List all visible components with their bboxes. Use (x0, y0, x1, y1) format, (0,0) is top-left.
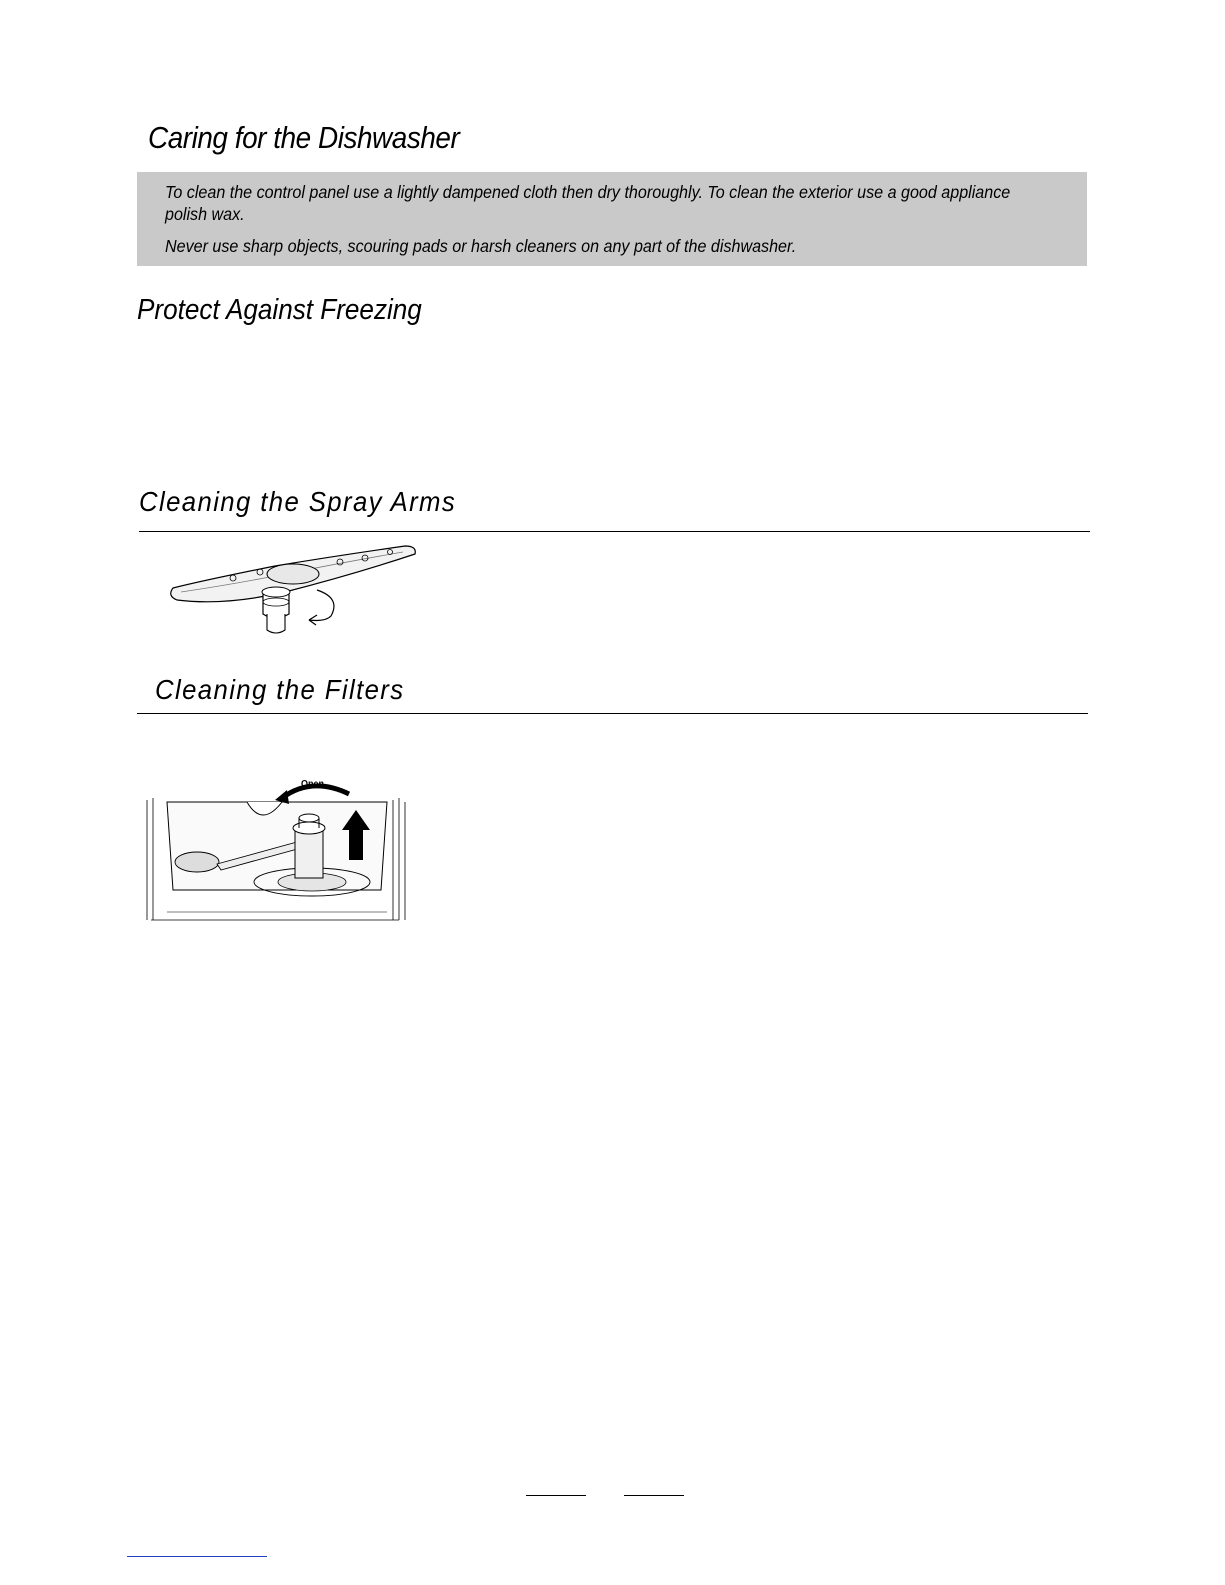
spray-arms-rule (139, 531, 1090, 532)
open-label: Open (301, 779, 325, 790)
notice-line-1: To clean the control panel use a lightly dampened cloth then dry thoroughly. To clean the exterior use a good appliance polish wax. (165, 182, 1011, 224)
filters-heading: Cleaning the Filters (155, 674, 405, 705)
notice-line-2: Never use sharp objects, scouring pads or harsh cleaners on any part of the dishwasher. (165, 236, 797, 256)
page-title: Caring for the Dishwasher (148, 120, 460, 155)
page-number-line-right (624, 1495, 684, 1496)
filters-rule (137, 713, 1088, 714)
spray-arms-heading: Cleaning the Spray Arms (139, 486, 457, 517)
freezing-heading: Protect Against Freezing (137, 294, 422, 326)
filter-illustration (137, 770, 412, 925)
spray-arm-illustration (165, 540, 425, 640)
cleaning-notice-box (137, 172, 1087, 266)
footer-link-underline (127, 1556, 267, 1557)
page-number-line-left (526, 1495, 586, 1496)
